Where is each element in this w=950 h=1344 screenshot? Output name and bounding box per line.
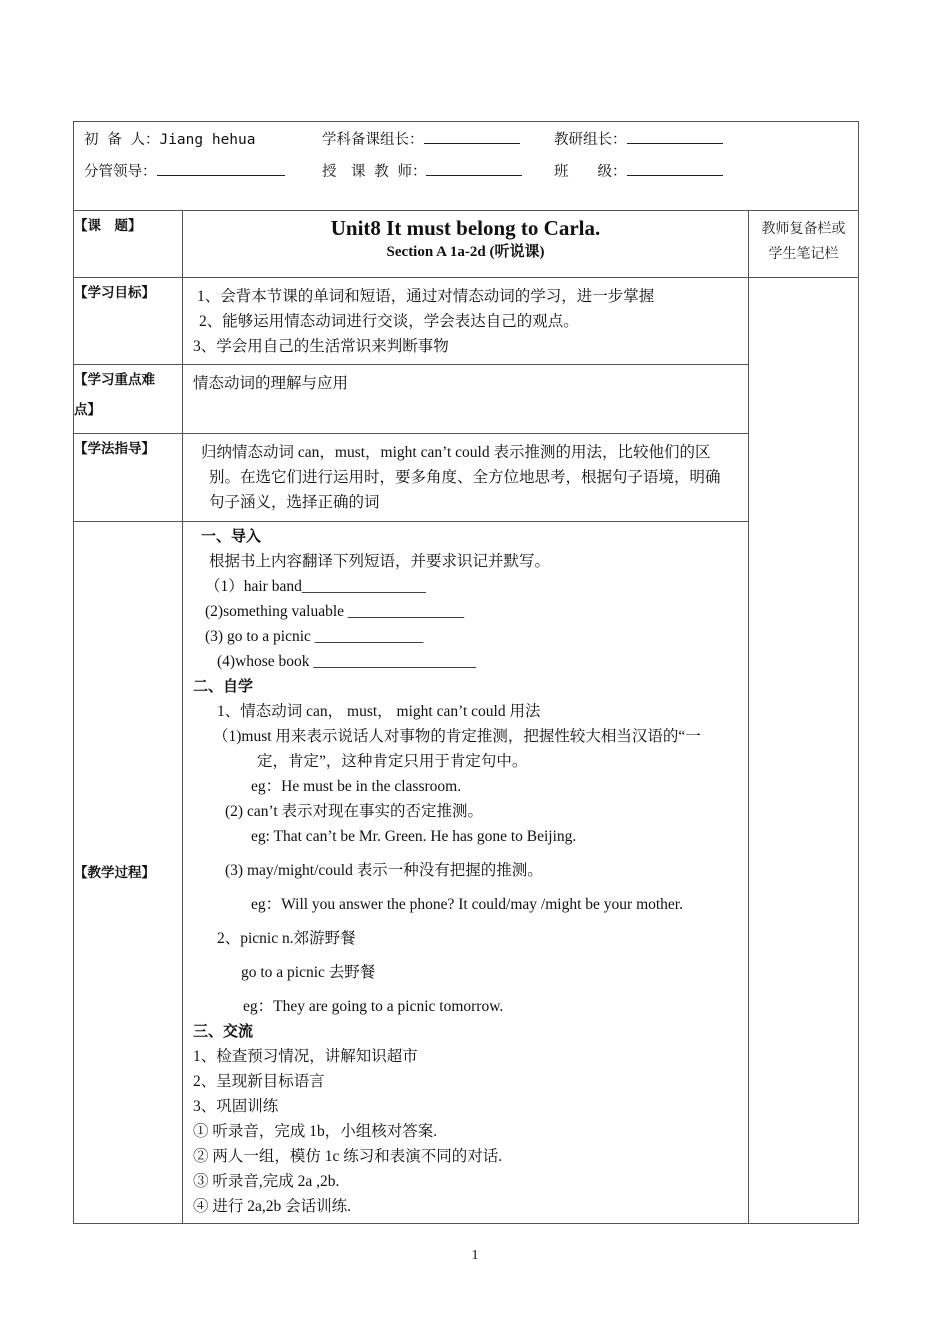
preparer-name: Jiang hehua xyxy=(159,132,256,148)
notes-header-line1: 教师复备栏或 xyxy=(761,221,846,237)
research-leader-blank[interactable] xyxy=(627,131,723,144)
phrase-item: (2)something valuable _______________ xyxy=(205,603,465,620)
example-sentence: eg：Will you answer the phone? It could/may /might be your mother. xyxy=(251,896,683,913)
teacher-field xyxy=(322,160,522,181)
key-points-label-line2: 点】 xyxy=(74,402,101,418)
lesson-title: Unit8 It must belong to Carla. xyxy=(330,216,601,240)
self-study-text: （1)must 用来表示说话人对事物的肯定推测，把握性较大相当汉语的“一 xyxy=(213,728,701,745)
process-label: 【教学过程】 xyxy=(74,522,183,1224)
preparer-label: 初 备 人： xyxy=(84,132,160,148)
section-heading: 二、自学 xyxy=(193,677,254,695)
teacher-blank[interactable] xyxy=(426,163,522,176)
example-sentence: eg：He must be in the classroom. xyxy=(251,778,462,795)
key-points-label xyxy=(74,365,183,434)
method-line: 别。在选它们进行运用时，要多角度、全方位地思考，根据句子语境，明确 xyxy=(209,469,721,486)
self-study-text: (2) can’t 表示对现在事实的否定推测。 xyxy=(225,803,484,820)
phrase-item: （1）hair band________________ xyxy=(205,578,426,595)
key-points-cell xyxy=(183,365,749,434)
method-label: 【学法指导】 xyxy=(74,434,183,522)
self-study-text: (3) may/might/could 表示一种没有把握的推测。 xyxy=(225,862,543,879)
self-study-text: go to a picnic 去野餐 xyxy=(241,964,376,981)
research-leader-label: 教研组长： xyxy=(554,132,627,148)
method-line: 归纳情态动词 can，must，might can’t could 表示推测的用法，比较他们的区 xyxy=(201,444,711,461)
phrase-item: (4)whose book _____________________ xyxy=(217,653,477,670)
header-info-cell xyxy=(74,122,859,211)
goal-item: 2、能够运用情态动词进行交谈，学会表达自己的观点。 xyxy=(199,313,579,330)
class-blank[interactable] xyxy=(627,163,723,176)
self-study-text: 定，肯定”，这种肯定只用于肯定句中。 xyxy=(257,753,528,770)
key-points-label-line1: 【学习重点难 xyxy=(74,372,155,388)
class-field xyxy=(554,160,723,181)
key-points-text: 情态动词的理解与应用 xyxy=(193,375,349,392)
example-sentence: eg：They are going to a picnic tomorrow. xyxy=(243,998,504,1015)
preparer-field xyxy=(84,128,256,149)
goal-item: 3、学会用自己的生活常识来判断事物 xyxy=(193,338,449,355)
page-number: 1 xyxy=(471,1248,479,1263)
class-label: 班 级： xyxy=(554,164,627,180)
exchange-item: ② 两人一组，模仿 1c 练习和表演不同的对话. xyxy=(193,1148,503,1165)
section-heading: 三、交流 xyxy=(193,1022,254,1040)
example-sentence: eg: That can’t be Mr. Green. He has gone to Beijing. xyxy=(251,828,577,845)
teacher-label: 授 课 教 师： xyxy=(322,164,427,180)
phrase-item: (3) go to a picnic ______________ xyxy=(205,628,424,645)
exchange-item: ③ 听录音,完成 2a ,2b. xyxy=(193,1173,340,1190)
exchange-item: 2、呈现新目标语言 xyxy=(193,1073,325,1090)
topic-cell xyxy=(183,211,749,278)
exchange-item: 1、检查预习情况，讲解知识超市 xyxy=(193,1048,418,1065)
self-study-text: 1、情态动词 can， must， might can’t could 用法 xyxy=(217,703,541,720)
goals-cell xyxy=(183,278,749,365)
exchange-item: 3、巩固训练 xyxy=(193,1098,279,1115)
lesson-plan-table xyxy=(73,121,859,1224)
goals-label: 【学习目标】 xyxy=(74,278,183,365)
topic-label: 【课 题】 xyxy=(74,211,183,278)
group-leader-blank[interactable] xyxy=(424,131,520,144)
notes-column[interactable] xyxy=(749,278,859,1224)
section-heading: 一、导入 xyxy=(201,527,262,545)
method-line: 句子涵义，选择正确的词 xyxy=(209,494,380,511)
intro-text: 根据书上内容翻译下列短语，并要求识记并默写。 xyxy=(209,553,551,570)
self-study-text: 2、picnic n.郊游野餐 xyxy=(217,930,356,947)
method-cell xyxy=(183,434,749,522)
exchange-item: ④ 进行 2a,2b 会话训练. xyxy=(193,1198,352,1215)
group-leader-label: 学科备课组长： xyxy=(322,132,424,148)
exchange-item: ① 听录音，完成 1b，小组核对答案. xyxy=(193,1123,438,1140)
supervisor-field xyxy=(84,160,285,181)
group-leader-field xyxy=(322,128,520,149)
lesson-subtitle: Section A 1a-2d (听说课) xyxy=(386,244,545,260)
supervisor-label: 分管领导： xyxy=(84,164,157,180)
process-cell xyxy=(183,522,749,1224)
supervisor-blank[interactable] xyxy=(157,163,285,176)
notes-header-cell xyxy=(749,211,859,278)
goal-item: 1、会背本节课的单词和短语，通过对情态动词的学习，进一步掌握 xyxy=(197,288,655,305)
research-leader-field xyxy=(554,128,723,149)
notes-header-line2: 学生笔记栏 xyxy=(768,246,839,262)
